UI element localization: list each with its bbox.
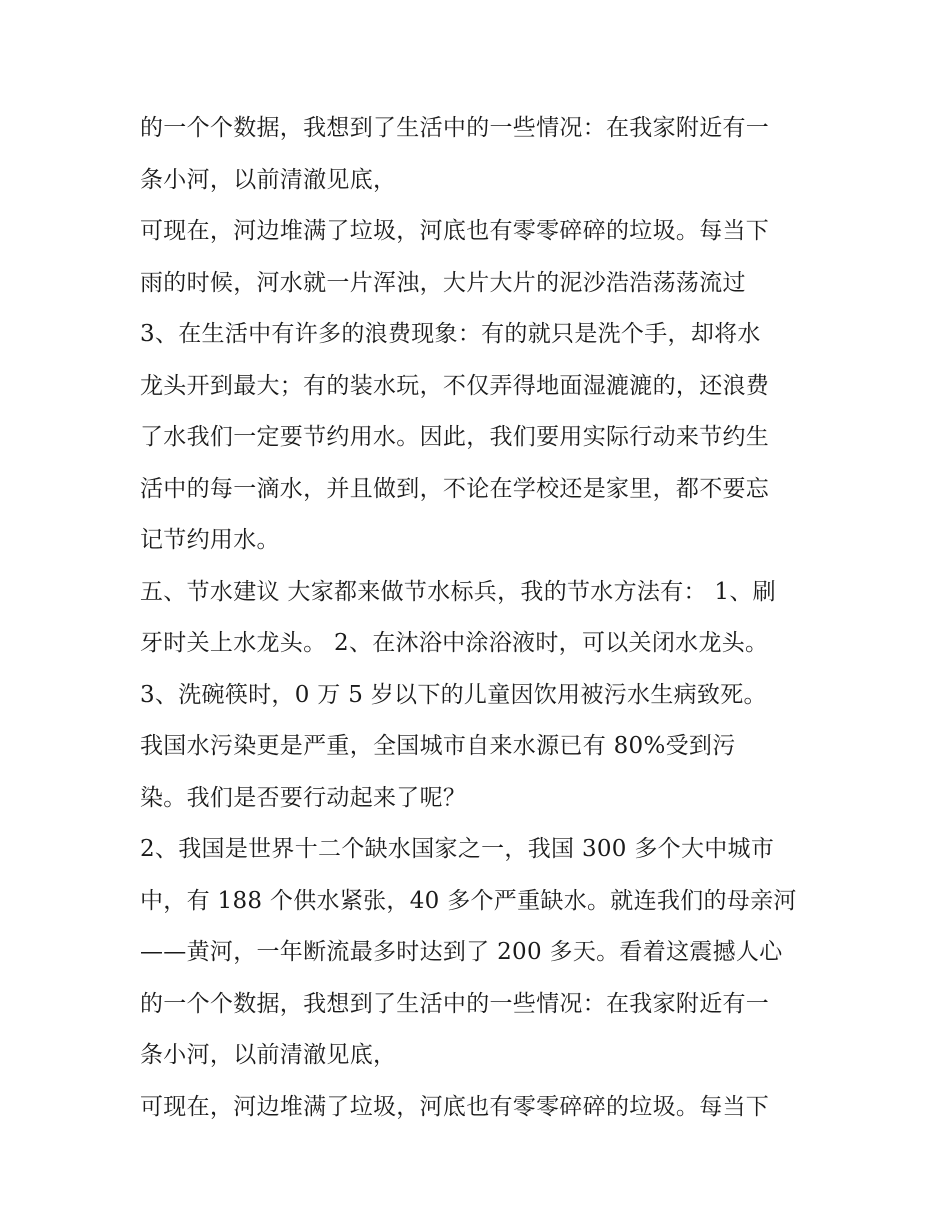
text-line-16: 中，有 188 个供水紧张，40 多个严重缺水。就连我们的母亲河 (140, 887, 797, 914)
text-line-13: 我国水污染更是严重，全国城市自来水源已有 80%受到污 (140, 733, 736, 759)
text-line-20: 可现在，河边堆满了垃圾，河底也有零零碎碎的垃圾。每当下 (140, 1093, 770, 1120)
text-line-6: 龙头开到最大；有的装水玩，不仅弄得地面湿漉漉的，还浪费 (140, 372, 770, 399)
text-line-17: ——黄河，一年断流最多时达到了 200 多天。看着这震撼人心 (140, 939, 783, 965)
text-line-1: 的一个个数据，我想到了生活中的一些情况：在我家附近有一 (140, 115, 770, 141)
text-line-3: 可现在，河边堆满了垃圾，河底也有零零碎碎的垃圾。每当下 (140, 218, 770, 244)
text-line-9: 记节约用水。 (140, 527, 280, 553)
text-line-12: 3、洗碗筷时，0 万 5 岁以下的儿童因饮用被污水生病致死。 (140, 681, 767, 708)
text-line-11: 牙时关上水龙头。 2、在沐浴中涂浴液时，可以关闭水龙头。 (140, 630, 769, 656)
text-line-18: 的一个个数据，我想到了生活中的一些情况：在我家附近有一 (140, 990, 770, 1017)
text-line-5: 3、在生活中有许多的浪费现象：有的就只是洗个手，却将水 (140, 321, 761, 347)
text-line-4: 雨的时候，河水就一片浑浊，大片大片的泥沙浩浩荡荡流过 (140, 269, 746, 296)
text-line-8: 活中的每一滴水，并且做到，不论在学校还是家里，都不要忘 (140, 475, 770, 502)
text-line-7: 了水我们一定要节约用水。因此，我们要用实际行动来节约生 (140, 424, 770, 450)
text-line-2: 条小河，以前清澈见底， (140, 166, 397, 193)
body-text (140, 103, 830, 1133)
text-line-14: 染。我们是否要行动起来了呢？ (140, 784, 467, 811)
text-line-10: 五、节水建议 大家都来做节水标兵，我的节水方法有： 1、刷 (140, 578, 776, 605)
text-line-15: 2、我国是世界十二个缺水国家之一，我国 300 多个大中城市 (140, 836, 775, 862)
text-line-19: 条小河，以前清澈见底， (140, 1042, 397, 1068)
